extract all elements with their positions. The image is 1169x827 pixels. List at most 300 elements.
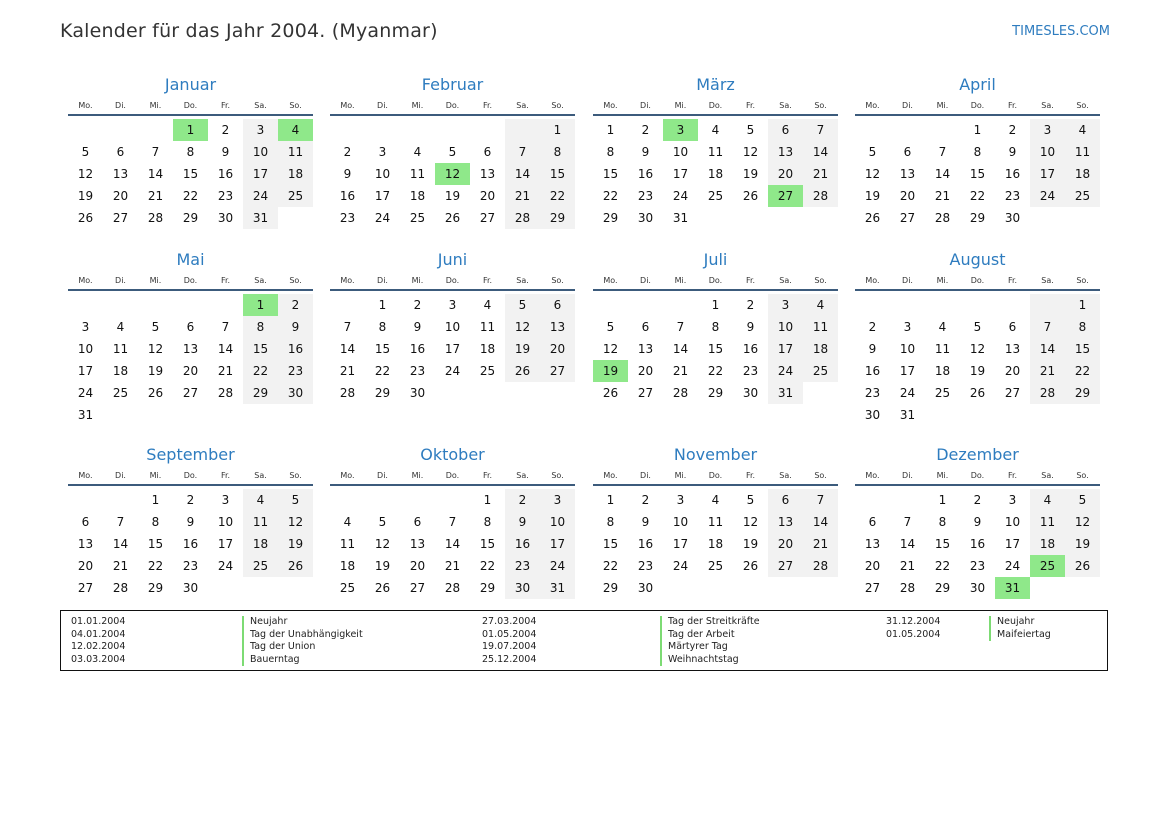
day-cell[interactable]: 5 (746, 123, 755, 137)
day-cell[interactable]: 10 (540, 511, 575, 533)
day-cell[interactable]: 18 (1065, 163, 1100, 185)
day-cell[interactable]: 27 (77, 581, 94, 595)
day-cell[interactable]: 20 (864, 559, 881, 573)
day-cell[interactable]: 26 (374, 581, 391, 595)
day-cell[interactable]: 6 (116, 145, 125, 159)
day-cell[interactable]: 3 (1008, 493, 1017, 507)
day-cell[interactable]: 1 (151, 493, 160, 507)
day-cell[interactable]: 7 (343, 320, 352, 334)
day-cell[interactable]: 12 (864, 167, 881, 181)
day-cell[interactable]: 28 (147, 211, 164, 225)
day-cell[interactable]: 13 (768, 141, 803, 163)
day-cell[interactable]: 13 (112, 167, 129, 181)
day-cell[interactable]: 25 (339, 581, 356, 595)
day-cell[interactable]: 31 (899, 408, 916, 422)
day-cell[interactable]: 25 (243, 555, 278, 577)
day-cell[interactable]: 14 (112, 537, 129, 551)
day-cell[interactable]: 8 (378, 320, 387, 334)
day-cell[interactable]: 23 (969, 559, 986, 573)
day-cell[interactable]: 5 (606, 320, 615, 334)
day-cell[interactable]: 20 (409, 559, 426, 573)
day-cell[interactable]: 6 (81, 515, 90, 529)
day-cell[interactable]: 19 (278, 533, 313, 555)
day-cell[interactable]: 5 (151, 320, 160, 334)
day-cell[interactable]: 27 (409, 581, 426, 595)
day-cell[interactable]: 2 (505, 489, 540, 511)
day-cell[interactable]: 8 (483, 515, 492, 529)
day-cell[interactable]: 14 (1030, 338, 1065, 360)
day-cell[interactable]: 26 (77, 211, 94, 225)
day-cell[interactable]: 23 (339, 211, 356, 225)
day-cell[interactable]: 17 (899, 364, 916, 378)
day-cell[interactable]: 29 (969, 211, 986, 225)
day-cell[interactable]: 7 (151, 145, 160, 159)
day-cell[interactable]: 23 (278, 360, 313, 382)
day-cell[interactable]: 5 (868, 145, 877, 159)
day-cell[interactable]: 2 (1008, 123, 1017, 137)
day-cell[interactable]: 13 (182, 342, 199, 356)
day-cell[interactable]: 23 (217, 189, 234, 203)
day-cell[interactable]: 27 (899, 211, 916, 225)
day-cell[interactable]: 11 (1030, 511, 1065, 533)
day-cell[interactable]: 24 (540, 555, 575, 577)
day-cell[interactable]: 29 (374, 386, 391, 400)
day-cell[interactable]: 29 (1065, 382, 1100, 404)
day-cell[interactable]: 21 (505, 185, 540, 207)
day-cell[interactable]: 28 (934, 211, 951, 225)
day-cell[interactable]: 4 (243, 489, 278, 511)
day-cell[interactable]: 24 (77, 386, 94, 400)
day-cell[interactable]: 19 (742, 167, 759, 181)
day-cell[interactable]: 16 (969, 537, 986, 551)
day-cell[interactable]: 16 (217, 167, 234, 181)
day-cell[interactable]: 29 (707, 386, 724, 400)
day-cell[interactable]: 22 (602, 559, 619, 573)
day-cell[interactable]: 6 (1008, 320, 1017, 334)
day-cell[interactable]: 18 (479, 342, 496, 356)
day-cell[interactable]: 8 (606, 145, 615, 159)
day-cell[interactable]: 19 (969, 364, 986, 378)
day-cell[interactable]: 17 (444, 342, 461, 356)
day-cell[interactable]: 9 (1008, 145, 1017, 159)
day-cell[interactable]: 15 (602, 167, 619, 181)
day-cell[interactable]: 17 (243, 163, 278, 185)
day-cell[interactable]: 8 (711, 320, 720, 334)
day-cell[interactable]: 10 (1004, 515, 1021, 529)
day-cell[interactable]: 3 (378, 145, 387, 159)
day-cell[interactable]: 22 (243, 360, 278, 382)
day-cell[interactable]: 31 (77, 408, 94, 422)
day-cell[interactable]: 9 (278, 316, 313, 338)
day-cell[interactable]: 31 (768, 382, 803, 404)
day-cell[interactable]: 16 (637, 167, 654, 181)
day-cell[interactable]: 3 (221, 493, 230, 507)
day-cell[interactable]: 27 (479, 211, 496, 225)
day-cell[interactable]: 5 (378, 515, 387, 529)
day-cell[interactable]: 2 (343, 145, 352, 159)
day-cell[interactable]: 15 (934, 537, 951, 551)
day-cell[interactable]: 1 (378, 298, 387, 312)
day-cell[interactable]: 16 (182, 537, 199, 551)
day-cell[interactable]: 29 (182, 211, 199, 225)
day-cell[interactable]: 4 (343, 515, 352, 529)
day-cell[interactable]: 11 (707, 145, 724, 159)
day-cell[interactable]: 13 (637, 342, 654, 356)
day-cell[interactable]: 4 (938, 320, 947, 334)
day-cell[interactable]: 6 (483, 145, 492, 159)
day-cell[interactable]: 15 (540, 163, 575, 185)
day-cell[interactable]: 11 (243, 511, 278, 533)
day-cell[interactable]: 4 (1065, 119, 1100, 141)
day-cell[interactable]: 15 (147, 537, 164, 551)
day-cell[interactable]: 17 (768, 338, 803, 360)
day-cell[interactable]: 11 (479, 320, 496, 334)
day-cell[interactable]: 13 (479, 167, 496, 181)
day-cell[interactable]: 14 (339, 342, 356, 356)
day-cell[interactable]: 14 (672, 342, 689, 356)
day-cell[interactable]: 2 (186, 493, 195, 507)
day-cell[interactable]: 17 (540, 533, 575, 555)
day-cell[interactable]: 23 (742, 364, 759, 378)
day-cell[interactable]: 8 (186, 145, 195, 159)
day-cell[interactable]: 21 (112, 559, 129, 573)
day-cell[interactable]: 29 (147, 581, 164, 595)
day-cell[interactable]: 25 (1065, 185, 1100, 207)
day-cell[interactable]: 18 (339, 559, 356, 573)
day-cell[interactable]: 24 (374, 211, 391, 225)
holiday-day[interactable]: 1 (173, 119, 208, 141)
day-cell[interactable]: 1 (973, 123, 982, 137)
day-cell[interactable]: 21 (217, 364, 234, 378)
day-cell[interactable]: 9 (221, 145, 230, 159)
day-cell[interactable]: 29 (243, 382, 278, 404)
day-cell[interactable]: 30 (505, 577, 540, 599)
day-cell[interactable]: 9 (413, 320, 422, 334)
day-cell[interactable]: 8 (540, 141, 575, 163)
day-cell[interactable]: 20 (479, 189, 496, 203)
day-cell[interactable]: 30 (637, 211, 654, 225)
day-cell[interactable]: 18 (409, 189, 426, 203)
day-cell[interactable]: 11 (409, 167, 426, 181)
day-cell[interactable]: 10 (1030, 141, 1065, 163)
day-cell[interactable]: 27 (864, 581, 881, 595)
day-cell[interactable]: 25 (707, 189, 724, 203)
day-cell[interactable]: 13 (77, 537, 94, 551)
day-cell[interactable]: 9 (186, 515, 195, 529)
day-cell[interactable]: 24 (768, 360, 803, 382)
holiday-day[interactable]: 3 (663, 119, 698, 141)
day-cell[interactable]: 25 (278, 185, 313, 207)
day-cell[interactable]: 3 (540, 489, 575, 511)
day-cell[interactable]: 1 (606, 493, 615, 507)
day-cell[interactable]: 10 (672, 145, 689, 159)
day-cell[interactable]: 7 (448, 515, 457, 529)
day-cell[interactable]: 8 (938, 515, 947, 529)
day-cell[interactable]: 22 (182, 189, 199, 203)
day-cell[interactable]: 30 (637, 581, 654, 595)
day-cell[interactable]: 1 (540, 119, 575, 141)
day-cell[interactable]: 5 (973, 320, 982, 334)
day-cell[interactable]: 25 (803, 360, 838, 382)
day-cell[interactable]: 18 (934, 364, 951, 378)
day-cell[interactable]: 27 (540, 360, 575, 382)
day-cell[interactable]: 29 (540, 207, 575, 229)
day-cell[interactable]: 3 (676, 493, 685, 507)
day-cell[interactable]: 11 (278, 141, 313, 163)
day-cell[interactable]: 11 (1065, 141, 1100, 163)
day-cell[interactable]: 2 (973, 493, 982, 507)
day-cell[interactable]: 5 (746, 493, 755, 507)
day-cell[interactable]: 28 (112, 581, 129, 595)
day-cell[interactable]: 23 (505, 555, 540, 577)
day-cell[interactable]: 17 (374, 189, 391, 203)
day-cell[interactable]: 30 (182, 581, 199, 595)
day-cell[interactable]: 15 (707, 342, 724, 356)
day-cell[interactable]: 11 (934, 342, 951, 356)
day-cell[interactable]: 28 (899, 581, 916, 595)
day-cell[interactable]: 23 (637, 559, 654, 573)
day-cell[interactable]: 20 (768, 163, 803, 185)
day-cell[interactable]: 1 (1065, 294, 1100, 316)
day-cell[interactable]: 20 (899, 189, 916, 203)
day-cell[interactable]: 13 (409, 537, 426, 551)
day-cell[interactable]: 6 (903, 145, 912, 159)
day-cell[interactable]: 21 (1030, 360, 1065, 382)
day-cell[interactable]: 3 (81, 320, 90, 334)
day-cell[interactable]: 26 (864, 211, 881, 225)
day-cell[interactable]: 1 (938, 493, 947, 507)
day-cell[interactable]: 23 (409, 364, 426, 378)
day-cell[interactable]: 29 (934, 581, 951, 595)
day-cell[interactable]: 28 (803, 555, 838, 577)
day-cell[interactable]: 26 (1065, 555, 1100, 577)
day-cell[interactable]: 16 (742, 342, 759, 356)
day-cell[interactable]: 5 (278, 489, 313, 511)
holiday-day[interactable]: 12 (435, 163, 470, 185)
day-cell[interactable]: 22 (147, 559, 164, 573)
day-cell[interactable]: 16 (505, 533, 540, 555)
day-cell[interactable]: 9 (746, 320, 755, 334)
day-cell[interactable]: 19 (1065, 533, 1100, 555)
day-cell[interactable]: 14 (899, 537, 916, 551)
day-cell[interactable]: 24 (243, 185, 278, 207)
day-cell[interactable]: 27 (182, 386, 199, 400)
day-cell[interactable]: 22 (479, 559, 496, 573)
day-cell[interactable]: 22 (934, 559, 951, 573)
day-cell[interactable]: 21 (803, 163, 838, 185)
day-cell[interactable]: 14 (444, 537, 461, 551)
day-cell[interactable]: 22 (540, 185, 575, 207)
day-cell[interactable]: 2 (221, 123, 230, 137)
day-cell[interactable]: 24 (672, 559, 689, 573)
day-cell[interactable]: 16 (864, 364, 881, 378)
day-cell[interactable]: 23 (1004, 189, 1021, 203)
day-cell[interactable]: 3 (903, 320, 912, 334)
day-cell[interactable]: 6 (641, 320, 650, 334)
day-cell[interactable]: 23 (864, 386, 881, 400)
day-cell[interactable]: 16 (409, 342, 426, 356)
day-cell[interactable]: 25 (409, 211, 426, 225)
day-cell[interactable]: 23 (637, 189, 654, 203)
day-cell[interactable]: 6 (768, 119, 803, 141)
day-cell[interactable]: 13 (899, 167, 916, 181)
day-cell[interactable]: 9 (641, 145, 650, 159)
day-cell[interactable]: 25 (934, 386, 951, 400)
day-cell[interactable]: 4 (711, 493, 720, 507)
day-cell[interactable]: 21 (147, 189, 164, 203)
day-cell[interactable]: 26 (742, 189, 759, 203)
day-cell[interactable]: 4 (413, 145, 422, 159)
day-cell[interactable]: 29 (479, 581, 496, 595)
day-cell[interactable]: 10 (374, 167, 391, 181)
day-cell[interactable]: 5 (448, 145, 457, 159)
day-cell[interactable]: 15 (374, 342, 391, 356)
day-cell[interactable]: 7 (676, 320, 685, 334)
day-cell[interactable]: 16 (637, 537, 654, 551)
day-cell[interactable]: 27 (1004, 386, 1021, 400)
day-cell[interactable]: 30 (742, 386, 759, 400)
day-cell[interactable]: 17 (217, 537, 234, 551)
day-cell[interactable]: 20 (77, 559, 94, 573)
day-cell[interactable]: 8 (151, 515, 160, 529)
day-cell[interactable]: 4 (116, 320, 125, 334)
day-cell[interactable]: 15 (479, 537, 496, 551)
day-cell[interactable]: 31 (540, 577, 575, 599)
day-cell[interactable]: 28 (444, 581, 461, 595)
day-cell[interactable]: 24 (1030, 185, 1065, 207)
day-cell[interactable]: 7 (938, 145, 947, 159)
day-cell[interactable]: 31 (243, 207, 278, 229)
day-cell[interactable]: 16 (278, 338, 313, 360)
day-cell[interactable]: 26 (969, 386, 986, 400)
day-cell[interactable]: 10 (217, 515, 234, 529)
day-cell[interactable]: 30 (1004, 211, 1021, 225)
day-cell[interactable]: 17 (672, 537, 689, 551)
day-cell[interactable]: 17 (672, 167, 689, 181)
day-cell[interactable]: 18 (1030, 533, 1065, 555)
day-cell[interactable]: 13 (768, 511, 803, 533)
day-cell[interactable]: 12 (77, 167, 94, 181)
day-cell[interactable]: 14 (147, 167, 164, 181)
day-cell[interactable]: 12 (374, 537, 391, 551)
day-cell[interactable]: 22 (969, 189, 986, 203)
day-cell[interactable]: 19 (742, 537, 759, 551)
day-cell[interactable]: 28 (217, 386, 234, 400)
day-cell[interactable]: 15 (602, 537, 619, 551)
day-cell[interactable]: 25 (707, 559, 724, 573)
day-cell[interactable]: 13 (864, 537, 881, 551)
day-cell[interactable]: 30 (864, 408, 881, 422)
day-cell[interactable]: 4 (483, 298, 492, 312)
day-cell[interactable]: 19 (444, 189, 461, 203)
day-cell[interactable]: 9 (641, 515, 650, 529)
day-cell[interactable]: 10 (444, 320, 461, 334)
holiday-day[interactable]: 31 (995, 577, 1030, 599)
day-cell[interactable]: 6 (540, 294, 575, 316)
day-cell[interactable]: 18 (803, 338, 838, 360)
day-cell[interactable]: 19 (77, 189, 94, 203)
day-cell[interactable]: 11 (707, 515, 724, 529)
day-cell[interactable]: 2 (746, 298, 755, 312)
day-cell[interactable]: 7 (221, 320, 230, 334)
day-cell[interactable]: 12 (1065, 511, 1100, 533)
day-cell[interactable]: 5 (505, 294, 540, 316)
day-cell[interactable]: 18 (278, 163, 313, 185)
day-cell[interactable]: 1 (711, 298, 720, 312)
day-cell[interactable]: 2 (641, 493, 650, 507)
day-cell[interactable]: 14 (505, 163, 540, 185)
day-cell[interactable]: 7 (1030, 316, 1065, 338)
day-cell[interactable]: 21 (444, 559, 461, 573)
day-cell[interactable]: 3 (768, 294, 803, 316)
day-cell[interactable]: 6 (768, 489, 803, 511)
day-cell[interactable]: 10 (243, 141, 278, 163)
day-cell[interactable]: 20 (637, 364, 654, 378)
holiday-day[interactable]: 4 (278, 119, 313, 141)
day-cell[interactable]: 21 (934, 189, 951, 203)
day-cell[interactable]: 30 (969, 581, 986, 595)
day-cell[interactable]: 21 (803, 533, 838, 555)
day-cell[interactable]: 9 (505, 511, 540, 533)
day-cell[interactable]: 24 (672, 189, 689, 203)
day-cell[interactable]: 10 (899, 342, 916, 356)
day-cell[interactable]: 18 (112, 364, 129, 378)
day-cell[interactable]: 27 (637, 386, 654, 400)
day-cell[interactable]: 12 (969, 342, 986, 356)
day-cell[interactable]: 26 (444, 211, 461, 225)
day-cell[interactable]: 3 (243, 119, 278, 141)
day-cell[interactable]: 14 (934, 167, 951, 181)
day-cell[interactable]: 12 (742, 515, 759, 529)
day-cell[interactable]: 9 (343, 167, 352, 181)
day-cell[interactable]: 22 (707, 364, 724, 378)
day-cell[interactable]: 1 (483, 493, 492, 507)
day-cell[interactable]: 26 (278, 555, 313, 577)
day-cell[interactable]: 24 (444, 364, 461, 378)
day-cell[interactable]: 28 (505, 207, 540, 229)
day-cell[interactable]: 4 (1030, 489, 1065, 511)
day-cell[interactable]: 4 (711, 123, 720, 137)
day-cell[interactable]: 12 (147, 342, 164, 356)
day-cell[interactable]: 17 (1004, 537, 1021, 551)
holiday-day[interactable]: 1 (243, 294, 278, 316)
day-cell[interactable]: 2 (641, 123, 650, 137)
day-cell[interactable]: 3 (448, 298, 457, 312)
day-cell[interactable]: 14 (803, 141, 838, 163)
day-cell[interactable]: 16 (1004, 167, 1021, 181)
day-cell[interactable]: 7 (803, 489, 838, 511)
day-cell[interactable]: 18 (707, 537, 724, 551)
day-cell[interactable]: 7 (803, 119, 838, 141)
day-cell[interactable]: 28 (1030, 382, 1065, 404)
day-cell[interactable]: 12 (602, 342, 619, 356)
day-cell[interactable]: 20 (768, 533, 803, 555)
day-cell[interactable]: 13 (1004, 342, 1021, 356)
day-cell[interactable]: 4 (803, 294, 838, 316)
day-cell[interactable]: 15 (182, 167, 199, 181)
day-cell[interactable]: 25 (479, 364, 496, 378)
day-cell[interactable]: 20 (112, 189, 129, 203)
day-cell[interactable]: 23 (182, 559, 199, 573)
day-cell[interactable]: 6 (868, 515, 877, 529)
day-cell[interactable]: 20 (540, 338, 575, 360)
day-cell[interactable]: 12 (742, 145, 759, 159)
day-cell[interactable]: 21 (899, 559, 916, 573)
day-cell[interactable]: 31 (672, 211, 689, 225)
day-cell[interactable]: 14 (803, 511, 838, 533)
holiday-day[interactable]: 25 (1030, 555, 1065, 577)
day-cell[interactable]: 27 (112, 211, 129, 225)
